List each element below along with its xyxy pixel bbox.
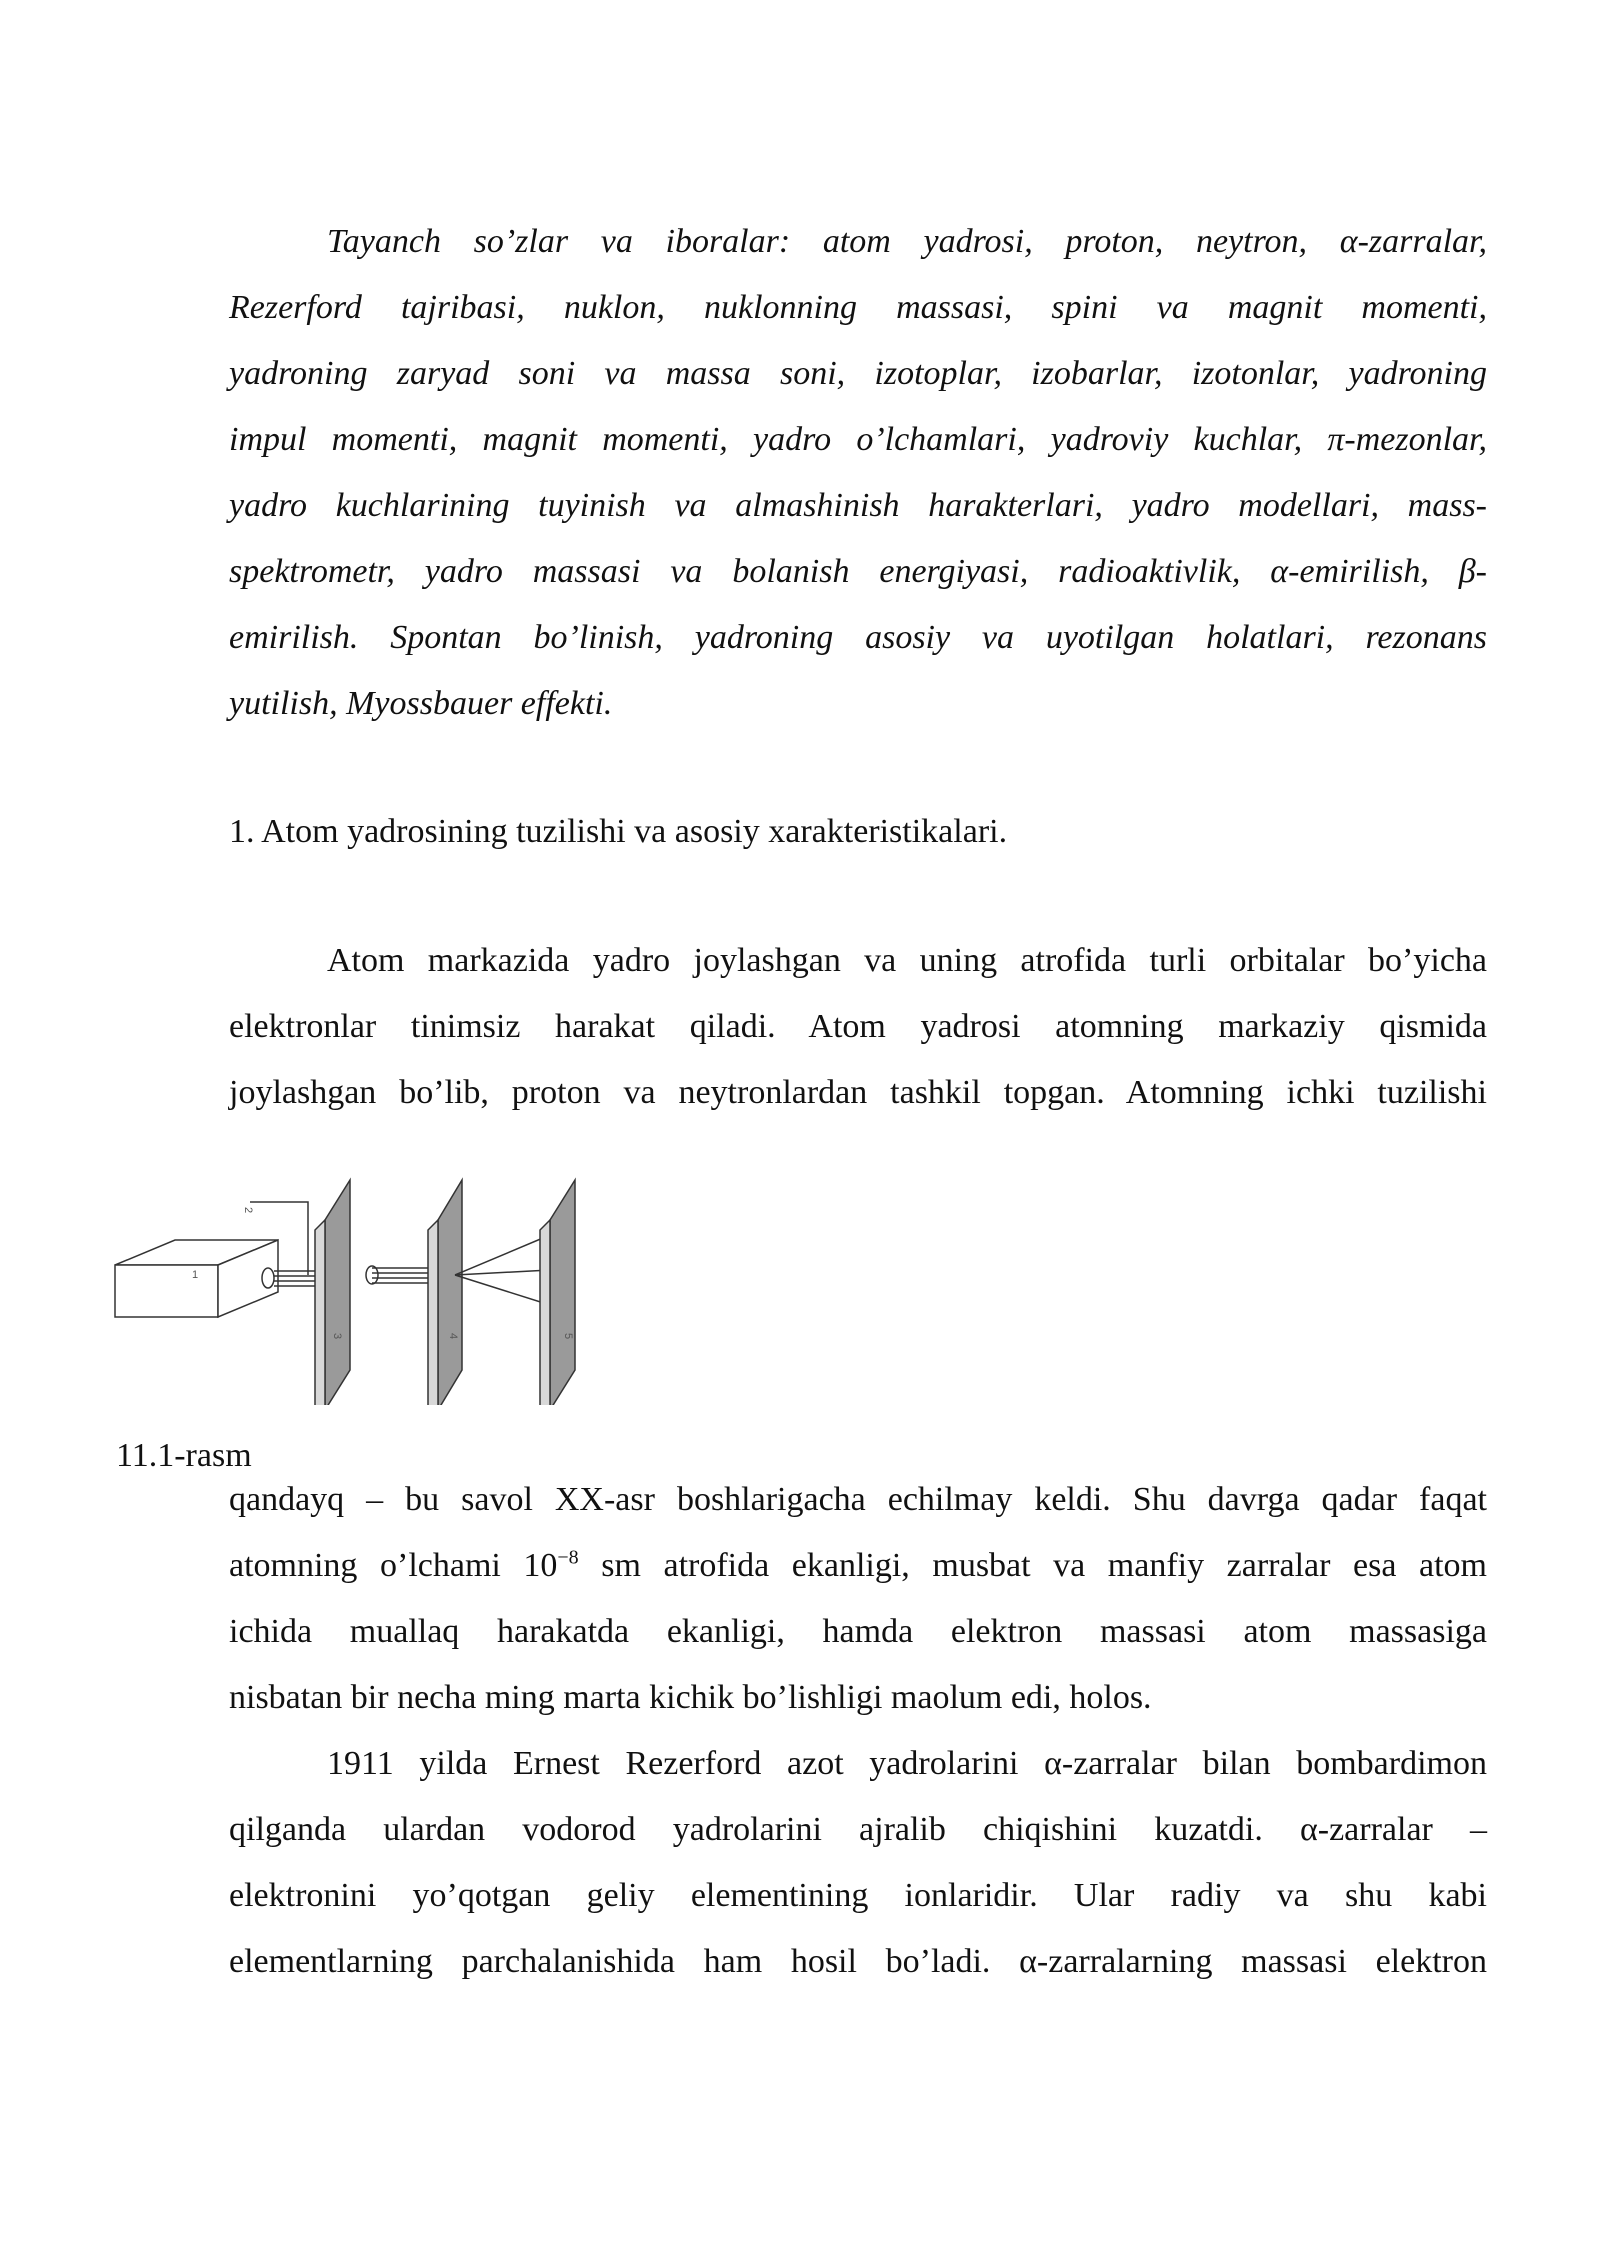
paragraph-line: elementlarning parchalanishida ham hosil bo’ladi. α-zarralarning massasi elektron bbox=[229, 1943, 1487, 1980]
keywords-line: Tayanch so’zlar va iboralar: atom yadrosi, proton, neytron, α-zarralar, bbox=[327, 223, 1487, 260]
rutherford-experiment-figure bbox=[110, 1155, 630, 1405]
paragraph-line-with-exponent bbox=[229, 1546, 1487, 1586]
figure-label-4: 4 bbox=[447, 1333, 459, 1340]
keywords-line: yadro kuchlarining tuyinish va almashinish harakterlari, yadro modellari, mass- bbox=[229, 487, 1487, 524]
text-segment: atomning o’lchami 10 bbox=[229, 1547, 558, 1584]
source-aperture bbox=[262, 1268, 274, 1288]
paragraph-line: nisbatan bir necha ming marta kichik bo’lishligi maolum edi, holos. bbox=[229, 1679, 1152, 1716]
plate-5 bbox=[540, 1180, 575, 1405]
paragraph-line: qandayq – bu savol XX-asr boshlarigacha echilmay keldi. Shu davrga qadar faqat bbox=[229, 1481, 1487, 1518]
figure-label-3: 3 bbox=[331, 1333, 343, 1340]
figure-label-5: 5 bbox=[562, 1333, 574, 1340]
keywords-line: impul momenti, magnit momenti, yadro o’lchamlari, yadroviy kuchlar, π-mezonlar, bbox=[229, 421, 1487, 458]
figure-caption: 11.1-rasm bbox=[116, 1437, 252, 1474]
figure-label-1: 1 bbox=[192, 1269, 199, 1281]
scattering-lines bbox=[455, 1235, 550, 1305]
plate-3 bbox=[315, 1180, 350, 1405]
beam-lines-2 bbox=[372, 1268, 435, 1283]
keywords-line: yadroning zaryad soni va massa soni, izotoplar, izobarlar, izotonlar, yadroning bbox=[229, 355, 1487, 392]
paragraph-line: qilganda ulardan vodorod yadrolarini ajralib chiqishini kuzatdi. α-zarralar – bbox=[229, 1811, 1487, 1848]
text-segment: sm atrofida ekanligi, musbat va manfiy zarralar esa atom bbox=[578, 1547, 1487, 1584]
paragraph-line: elektronini yo’qotgan geliy elementining ionlaridir. Ular radiy va shu kabi bbox=[229, 1877, 1487, 1914]
figure-label-2: 2 bbox=[242, 1207, 254, 1214]
paragraph-line: joylashgan bo’lib, proton va neytronlardan tashkil topgan. Atomning ichki tuzilishi bbox=[229, 1074, 1487, 1111]
keywords-line: emirilish. Spontan bo’linish, yadroning asosiy va uyotilgan holatlari, rezonans bbox=[229, 619, 1487, 656]
section-heading: 1. Atom yadrosining tuzilishi va asosiy xarakteristikalari. bbox=[229, 813, 1008, 850]
exponent: −8 bbox=[557, 1546, 579, 1569]
keywords-line: spektrometr, yadro massasi va bolanish energiyasi, radioaktivlik, α-emirilish, β- bbox=[229, 553, 1487, 590]
keywords-line: Rezerford tajribasi, nuklon, nuklonning massasi, spini va magnit momenti, bbox=[229, 289, 1487, 326]
paragraph-line: elektronlar tinimsiz harakat qiladi. Atom yadrosi atomning markaziy qismida bbox=[229, 1008, 1487, 1045]
paragraph-line: ichida muallaq harakatda ekanligi, hamda elektron massasi atom massasiga bbox=[229, 1613, 1487, 1650]
plate-4 bbox=[428, 1180, 462, 1405]
paragraph-line: 1911 yilda Ernest Rezerford azot yadrolarini α-zarralar bilan bombardimon bbox=[327, 1745, 1487, 1782]
paragraph-line: Atom markazida yadro joylashgan va uning atrofida turli orbitalar bo’yicha bbox=[327, 942, 1487, 979]
keywords-line: yutilish, Myossbauer effekti. bbox=[229, 685, 613, 722]
